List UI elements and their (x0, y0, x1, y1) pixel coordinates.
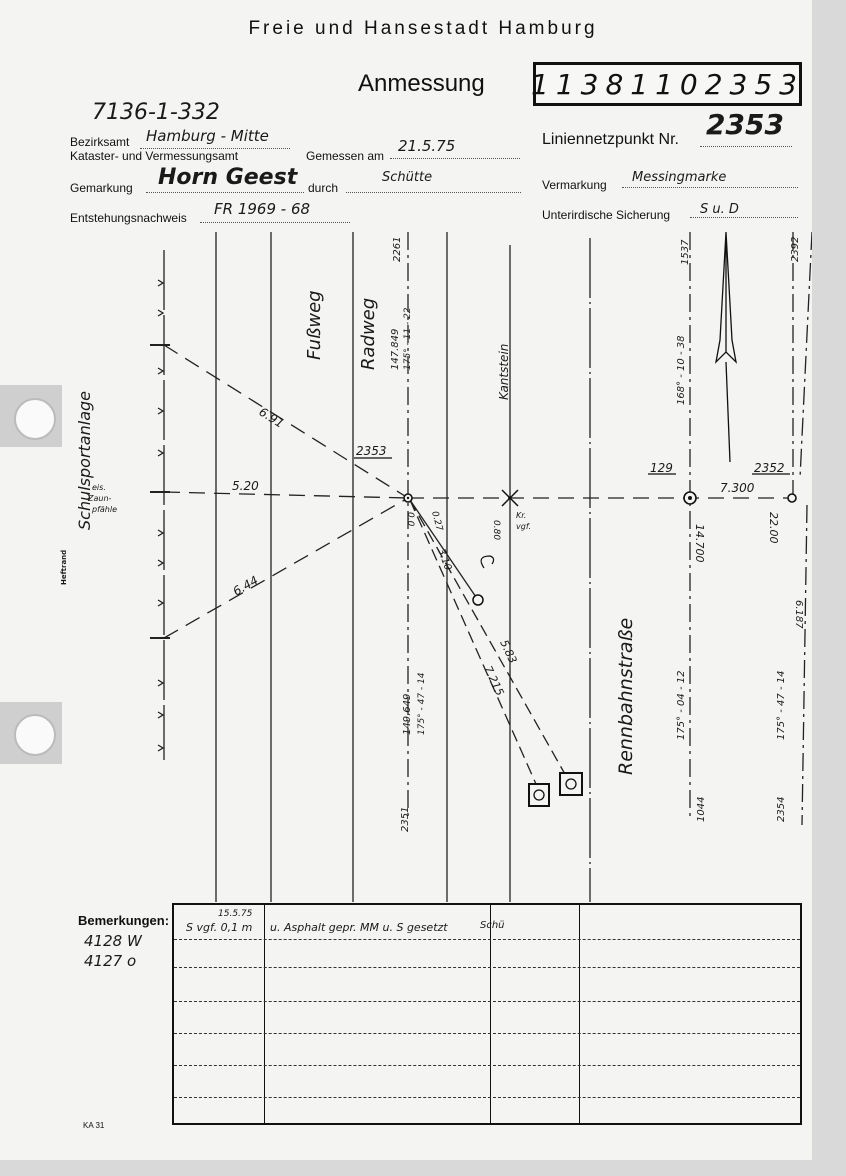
form-title: Anmessung (358, 70, 485, 97)
cross-note: vgf. (516, 522, 532, 531)
remarks-label: Bemerkungen: (78, 913, 170, 928)
distance: 5.20 (232, 479, 259, 493)
point-number: 1537 (680, 239, 691, 265)
kataster-label: Kataster- und Vermessungsamt (70, 149, 239, 163)
kantstein-label: Kantstein (497, 343, 511, 400)
point-number: 1044 (696, 796, 707, 822)
manhole-2 (560, 773, 582, 795)
point-number: 2261 (392, 236, 403, 262)
gemarkung-label: Gemarkung (70, 181, 133, 195)
durch-label: durch (308, 181, 339, 195)
distance: 7.215 (481, 663, 507, 698)
distance: 22.00 (767, 512, 780, 544)
gemessen-value: 21.5.75 (398, 137, 456, 155)
fence-note: eis. (92, 483, 106, 492)
angle: 175° - 04 - 12 (676, 670, 687, 740)
remark-code: 4128 W (84, 932, 142, 950)
distance: 6.187 (793, 600, 804, 629)
remark-signature: Schü (480, 920, 505, 931)
bearing: 149.649 (402, 693, 413, 735)
tie-line-7215 (410, 500, 540, 793)
remark-code: 4127 o (84, 952, 137, 970)
tie-line-520 (164, 492, 408, 498)
tie-line-583 (410, 500, 570, 783)
remark-text: S vgf. 0,1 m (186, 921, 253, 934)
distance: 0.27 (429, 510, 444, 533)
distance: 3.10 (435, 547, 454, 572)
point-number: 2354 (776, 796, 787, 822)
distance: 5.83 (497, 637, 520, 666)
liniennetz-label: Liniennetzpunkt Nr. (542, 131, 679, 148)
point-number: 2392 (790, 236, 801, 262)
sewer-point (473, 595, 483, 605)
entstehung-label: Entstehungsnachweis (70, 211, 187, 225)
distance: 7.300 (720, 481, 755, 495)
distance: 0.80 (491, 520, 501, 541)
point-2352 (788, 494, 796, 502)
heftrand-label: Heftrand (60, 549, 68, 585)
file-reference: 7136-1-332 (92, 100, 220, 125)
remark-date: 15.5.75 (218, 909, 253, 919)
gemessen-label: Gemessen am (306, 149, 385, 163)
liniennetz-value: 2353 (706, 108, 784, 141)
distance: 6.44 (230, 573, 261, 599)
fence-marks (150, 280, 170, 751)
form-code: KA 31 (83, 1121, 105, 1130)
remarks-table (172, 903, 802, 1125)
vermarkung-value: Messingmarke (632, 170, 727, 185)
cross-note: Kr. (516, 511, 527, 520)
street-label: Rennbahnstraße (615, 617, 637, 775)
authority-title: Freie und Hansestadt Hamburg (248, 18, 598, 39)
gemarkung-value: Horn Geest (158, 165, 298, 190)
distance: 14.700 (693, 524, 706, 563)
point-number: 2351 (400, 806, 411, 832)
sicherung-label: Unterirdische Sicherung (542, 208, 671, 222)
measurement-line (800, 232, 812, 478)
bezirksamt-value: Hamburg - Mitte (146, 127, 269, 145)
angle: 175° - 11 - 22 (403, 307, 413, 370)
sicherung-value: S u. D (700, 202, 739, 217)
distance: 0.0 (405, 512, 415, 527)
durch-signature: Schütte (382, 170, 433, 185)
tie-line-644 (164, 498, 408, 638)
fence-note: Zaun- (88, 494, 112, 503)
point-number: 129 (650, 461, 673, 475)
area-label: Schulsportanlage (75, 390, 94, 530)
vermarkung-label: Vermarkung (542, 178, 607, 192)
point-number: 2353 (356, 444, 387, 458)
point-number: 2352 (754, 461, 785, 475)
manhole-1 (529, 784, 549, 806)
bezirksamt-label: Bezirksamt (70, 135, 130, 149)
angle: 175° - 47 - 14 (417, 672, 427, 735)
angle: 175° - 47 - 14 (776, 670, 787, 740)
fussweg-label: Fußweg (304, 290, 325, 360)
fence-note: pfähle (92, 505, 118, 514)
bearing: 147.849 (390, 328, 401, 370)
measurement-line (802, 505, 807, 825)
distance: 6.91 (256, 404, 287, 431)
north-arrow-icon (716, 232, 736, 462)
remark-text: u. Asphalt gepr. MM u. S gesetzt (270, 921, 448, 934)
entstehung-value: FR 1969 - 68 (214, 200, 311, 218)
radweg-label: Radweg (358, 297, 379, 370)
angle: 168° - 10 - 38 (676, 335, 687, 405)
id-number-box: 11381102353 (533, 62, 802, 106)
